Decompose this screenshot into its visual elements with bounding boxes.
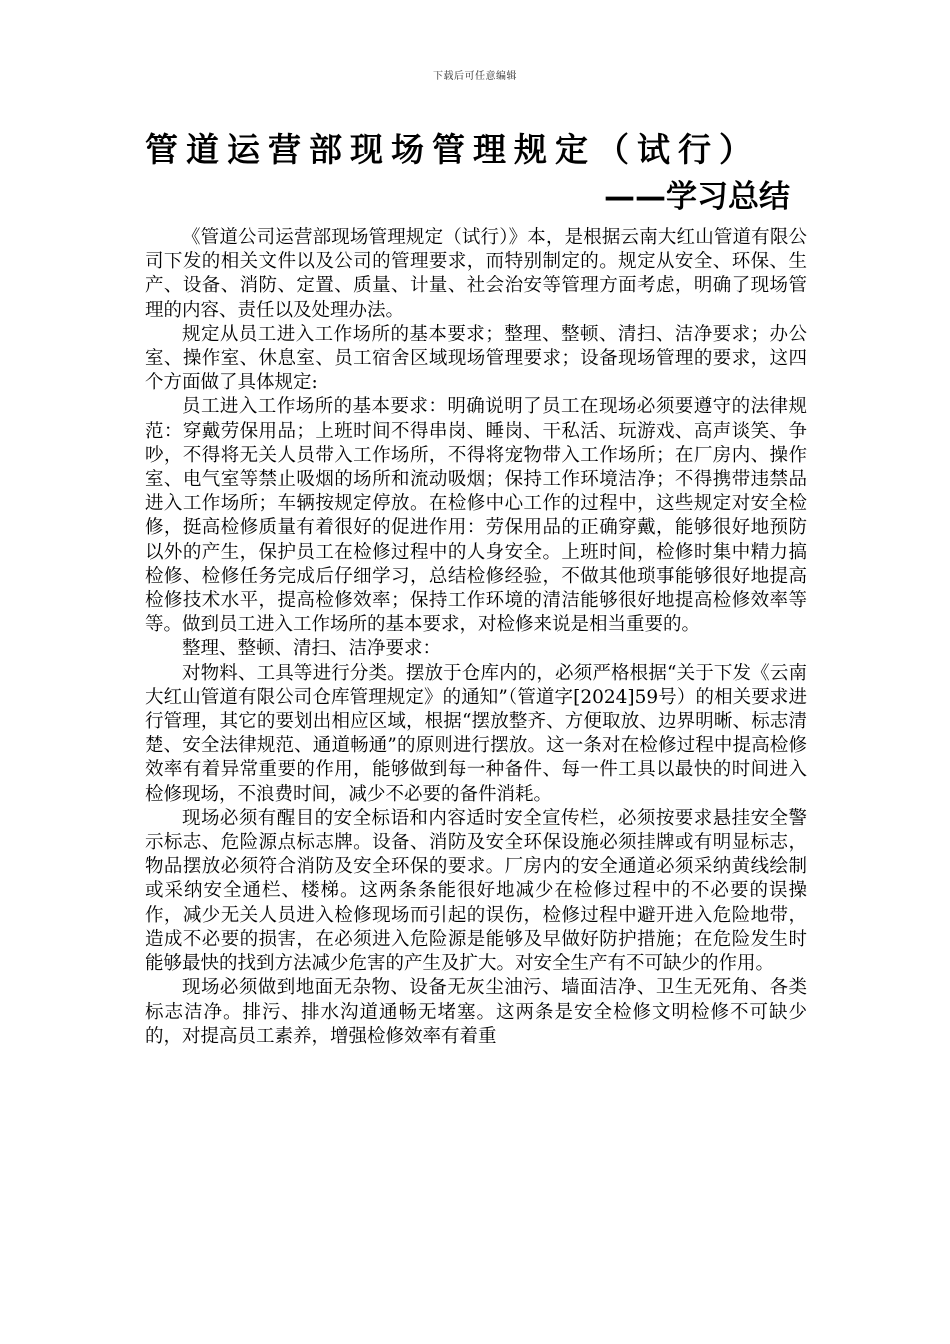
document-subtitle: ——学习总结 bbox=[604, 179, 790, 215]
body-paragraph: 整理、整顿、清扫、洁净要求： bbox=[182, 638, 442, 660]
page-header-note: 下载后可任意编辑 bbox=[433, 71, 517, 82]
body-paragraph: 现场必须做到地面无杂物、设备无灰尘油污、墙面洁净、卫生无死角、各类标志洁净。排污、排水沟道通畅无堵塞。这两条是安全检修文明检修不可缺少的，对提高员工素养，增强检修效率有着重 bbox=[145, 977, 807, 1047]
document-title: 管道运营部现场管理规定（试行） bbox=[145, 130, 760, 169]
body-paragraph: 现场必须有醒目的安全标语和内容适时安全宣传栏，必须按要求悬挂安全警示标志、危险源点标志牌。设备、消防及安全环保设施必须挂牌或有明显标志，物品摆放必须符合消防及安全环保的要求。厂房内的安全通道必须采纳黄线绘制或采纳安全通栏、楼梯。这两条条能很好地减少在检修过程中的不必要的误操作，减少无关人员进入检修现场而引起的误伤，检修过程中避开进入危险地带，造成不必要的损害，在必须进入危险源是能够及早做好防护措施；在危险发生时能够最快的找到方法减少危害的产生及扩大。对安全生产有不可缺少的作用。 bbox=[145, 807, 807, 975]
body-paragraph: 员工进入工作场所的基本要求：明确说明了员工在现场必须要遵守的法律规范：穿戴劳保用品；上班时间不得串岗、睡岗、干私活、玩游戏、高声谈笑、争吵，不得将无关人员带入工作场所，不得将宠物带入工作场所；在厂房内、操作室、电气室等禁止吸烟的场所和流动吸烟；保持工作环境洁净；不得携带违禁品进入工作场所；车辆按规定停放。在检修中心工作的过程中，这些规定对安全检修，挺高检修质量有着很好的促进作用：劳保用品的正确穿戴，能够很好地预防以外的产生，保护员工在检修过程中的人身安全。上班时间，检修时集中精力搞检修、检修任务完成后仔细学习，总结检修经验，不做其他琐事能够很好地提高检修技术水平，提高检修效率；保持工作环境的清洁能够很好地提高检修效率等等。做到员工进入工作场所的基本要求，对检修来说是相当重要的。 bbox=[145, 396, 807, 636]
body-paragraph: 对物料、工具等进行分类。摆放于仓库内的，必须严格根据“关于下发《云南大红山管道有限公司仓库管理规定》的通知”（管道字[2024]59号）的相关要求进行管理，其它的要划出相应区域，根据“摆放整齐、方便取放、边界明晰、标志清楚、安全法律规范、通道畅通”的原则进行摆放。这一条对在检修过程中提高检修效率有着异常重要的作用，能够做到每一种备件、每一件工具以最快的时间进入检修现场，不浪费时间，减少不必要的备件消耗。 bbox=[145, 662, 807, 805]
document-body bbox=[145, 226, 807, 1049]
body-paragraph: 规定从员工进入工作场所的基本要求；整理、整顿、清扫、洁净要求；办公室、操作室、休息室、员工宿舍区域现场管理要求；设备现场管理的要求，这四个方面做了具体规定: bbox=[145, 323, 807, 394]
body-paragraph: 《管道公司运营部现场管理规定（试行）》本，是根据云南大红山管道有限公司下发的相关文件以及公司的管理要求，而特别制定的。规定从安全、环保、生产、设备、消防、定置、质量、计量、社会治安等管理方面考虑，明确了现场管理的内容、责任以及处理办法。 bbox=[145, 227, 807, 321]
